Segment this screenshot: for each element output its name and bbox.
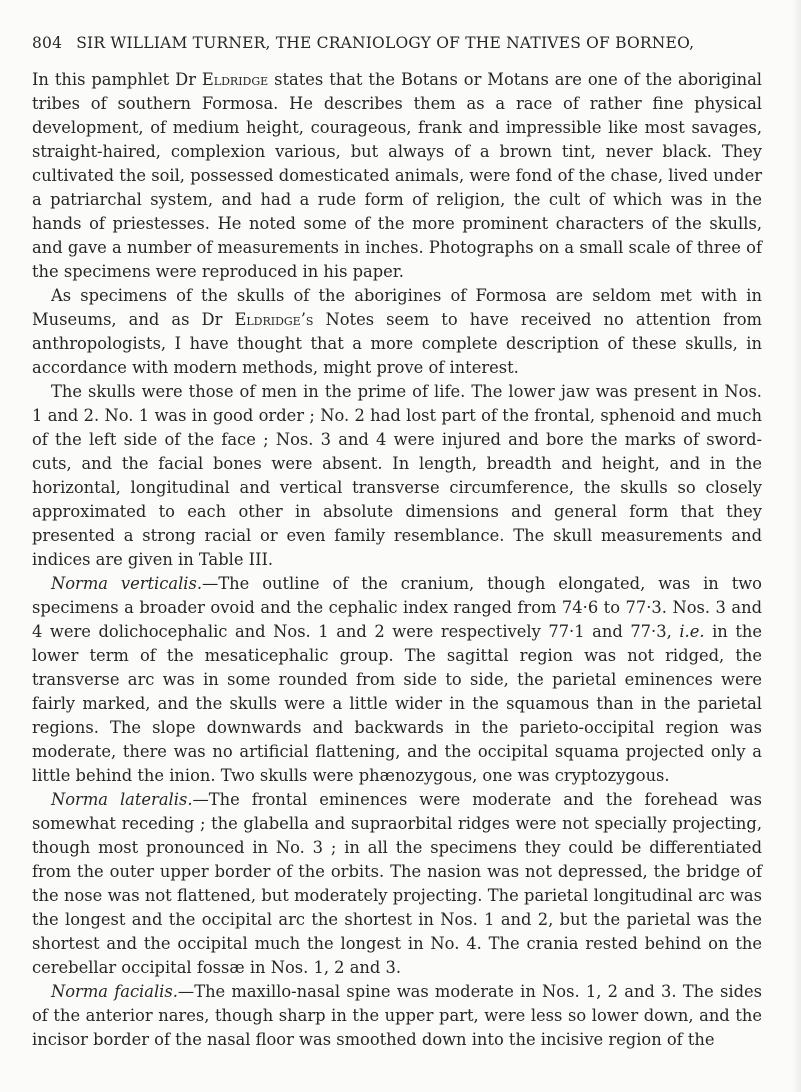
section-heading: Norma facialis. bbox=[51, 982, 178, 1001]
body-text bbox=[32, 68, 762, 1052]
text-run: —The maxillo-nasal spine was moderate in Nos. 1, 2 and 3. The sides of the anterior nares, though sharp in the upper part, were less so lower down, and the incisor border of the nasal floor was smoothed down into the incisive region of the bbox=[32, 982, 762, 1049]
text-run: In this pamphlet Dr bbox=[32, 70, 202, 89]
text-run: states that the Botans or Motans are one of the aboriginal tribes of southern Formosa. He describes them as a race of rather fine physical development, of medium height, courageous, frank and impressible like most savages, straight-haired, complexion various, but always of a brown tint, never black. They cultivated the soil, possessed domesticated animals, were fond of the chase, lived under a patriarchal system, and had a rude form of religion, the cult of which was in the hands of priestesses. He noted some of the more prominent characters of the skulls, and gave a number of measurements in inches. Photographs on a small scale of three of the specimens were reproduced in his paper. bbox=[32, 70, 762, 281]
author-name: Eldridge’s bbox=[234, 310, 314, 329]
abbreviation: i.e. bbox=[679, 622, 705, 641]
section-heading: Norma lateralis. bbox=[51, 790, 193, 809]
paragraph-museums bbox=[32, 284, 762, 380]
paragraph-skulls: The skulls were those of men in the prime of life. The lower jaw was present in Nos. 1 and 2. No. 1 was in good order ; No. 2 had lost part of the frontal, sphenoid and much of the left side of the face ; Nos. 3 and 4 were injured and bore the marks of sword-cuts, and the facial bones were absent. In length, breadth and height, and in the horizontal, longitudinal and vertical transverse circumference, the skulls so closely approximated to each other in absolute dimensions and general form that they presented a strong racial or even family resemblance. The skull measurements and indices are given in Table III. bbox=[32, 382, 762, 569]
page-number: 804 bbox=[32, 34, 63, 52]
section-heading: Norma verticalis. bbox=[51, 574, 203, 593]
paragraph-norma-lateralis bbox=[32, 788, 762, 980]
author-name: Eldridge bbox=[201, 70, 269, 89]
running-header bbox=[32, 34, 749, 58]
text-run: Notes seem to have received no attention from anthropologists, I have thought that a more complete description of these skulls, in accordance with modern methods, might prove of interest. bbox=[32, 310, 762, 377]
text-run: in the lower term of the mesaticephalic group. The sagittal region was not ridged, the transverse arc was in some rounded from side to side, the parietal eminences were fairly marked, and the skulls were a little wider in the squamous than in the parietal regions. The slope downwards and backwards in the parieto-occipital region was moderate, there was no artificial flattening, and the occipital squama projected only a little behind the inion. Two skulls were phænozygous, one was cryptozygous. bbox=[32, 622, 762, 785]
text-run: As specimens of the skulls of the aborigines of Formosa are seldom met with in Museums, and as Dr bbox=[32, 286, 762, 329]
paragraph-norma-verticalis bbox=[32, 572, 762, 788]
running-title: SIR WILLIAM TURNER, THE CRANIOLOGY OF THE NATIVES OF BORNEO, bbox=[76, 34, 695, 52]
paragraph-pamphlet bbox=[32, 68, 762, 284]
text-run: —The frontal eminences were moderate and the forehead was somewhat receding ; the glabella and supraorbital ridges were not specially projecting, though most pronounced in No. 3 ; in all the specimens they could be differentiated from the outer upper border of the orbits. The nasion was not depressed, the bridge of the nose was not flattened, but moderately projecting. The parietal longitudinal arc was the longest and the occipital arc the shortest in Nos. 1 and 2, but the parietal was the shortest and the occipital much the longest in No. 4. The crania rested behind on the cerebellar occipital fossæ in Nos. 1, 2 and 3. bbox=[32, 790, 762, 977]
text-run: —The outline of the cranium, though elongated, was in two specimens a broader ovoid and the cephalic index ranged from 74·6 to 77·3. Nos. 3 and 4 were dolichocephalic and Nos. 1 and 2 were respectively 77·1 and 77·3, bbox=[32, 574, 762, 641]
page-edge-shadow bbox=[793, 0, 801, 1092]
paragraph-norma-facialis bbox=[32, 980, 762, 1052]
